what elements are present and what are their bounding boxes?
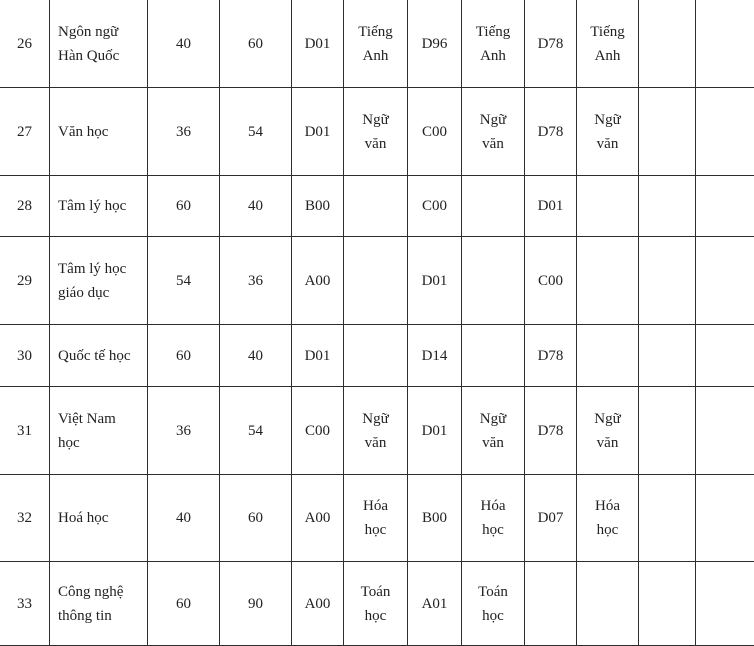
subject-combination-cell-text: A01	[421, 595, 448, 612]
table-row	[0, 88, 754, 176]
main-subject-cell-text: Ngữ văn	[594, 111, 621, 152]
quota-cell-text: 60	[176, 595, 191, 612]
subject-combination-cell-text: D01	[421, 422, 448, 439]
quota-cell-text: 54	[176, 272, 191, 289]
empty-cell	[696, 475, 754, 562]
subject-combination-cell	[292, 0, 344, 88]
main-subject-cell	[577, 88, 639, 176]
quota-cell-text: 90	[248, 595, 263, 612]
subject-combination-cell	[408, 237, 462, 325]
major-name-cell	[50, 387, 148, 475]
main-subject-cell	[577, 237, 639, 325]
main-subject-cell	[344, 88, 408, 176]
main-subject-cell	[462, 237, 525, 325]
main-subject-cell-text: Hóa học	[595, 498, 620, 538]
major-name-cell	[50, 176, 148, 237]
quota-cell-text: 54	[248, 123, 263, 140]
table-row	[0, 237, 754, 325]
quota-cell-text: 40	[248, 347, 263, 364]
subject-combination-cell	[525, 88, 577, 176]
row-number-cell	[0, 0, 50, 88]
quota-cell-text: 60	[248, 35, 263, 52]
subject-combination-cell	[525, 0, 577, 88]
major-name-cell	[50, 562, 148, 646]
subject-combination-cell-text: D78	[537, 422, 564, 439]
row-number-cell	[0, 176, 50, 237]
major-name-cell	[50, 325, 148, 387]
quota-cell	[220, 0, 292, 88]
empty-cell	[696, 237, 754, 325]
subject-combination-cell-text: A00	[304, 595, 331, 612]
subject-combination-cell-text: B00	[304, 198, 330, 214]
quota-cell-text: 36	[248, 272, 263, 289]
table-row	[0, 387, 754, 475]
row-number-cell-text: 26	[17, 35, 32, 52]
quota-cell	[220, 325, 292, 387]
subject-combination-cell-text: D78	[537, 35, 564, 52]
subject-combination-cell-text: D07	[537, 510, 564, 526]
main-subject-cell-text: Hóa học	[480, 498, 506, 538]
subject-combination-cell	[408, 475, 462, 562]
quota-cell	[148, 475, 220, 562]
table-row	[0, 0, 754, 88]
row-number-cell-text: 29	[17, 272, 32, 289]
major-name-cell-text: Công nghệ thông tin	[58, 583, 124, 624]
subject-combination-cell-text: D01	[304, 35, 331, 52]
main-subject-cell	[577, 387, 639, 475]
subject-combination-cell-text: D01	[304, 347, 331, 364]
table-row	[0, 176, 754, 237]
quota-cell	[148, 237, 220, 325]
main-subject-cell	[462, 176, 525, 237]
main-subject-cell-text: Ngữ văn	[479, 111, 507, 152]
subject-combination-cell	[525, 387, 577, 475]
row-number-cell-text: 31	[17, 422, 32, 439]
major-name-cell-text: Văn học	[58, 123, 109, 140]
subject-combination-cell-text: A00	[304, 272, 331, 289]
row-number-cell-text: 30	[17, 347, 32, 364]
main-subject-cell-text: Toán học	[478, 583, 508, 624]
subject-combination-cell	[525, 176, 577, 237]
empty-cell	[639, 0, 696, 88]
table-row	[0, 475, 754, 562]
empty-cell	[639, 475, 696, 562]
subject-combination-cell	[408, 387, 462, 475]
subject-combination-cell	[525, 325, 577, 387]
main-subject-cell	[462, 562, 525, 646]
row-number-cell-text: 33	[17, 595, 32, 612]
subject-combination-cell	[525, 562, 577, 646]
quota-cell	[148, 325, 220, 387]
row-number-cell-text: 32	[17, 510, 32, 526]
subject-combination-cell-text: D96	[421, 35, 448, 52]
table-row	[0, 562, 754, 646]
quota-cell-text: 40	[176, 510, 191, 526]
major-name-cell	[50, 0, 148, 88]
quota-cell	[220, 176, 292, 237]
major-name-cell-text: Việt Nam học	[58, 410, 116, 451]
subject-combination-cell	[408, 0, 462, 88]
main-subject-cell	[577, 562, 639, 646]
empty-cell	[696, 325, 754, 387]
main-subject-cell	[462, 88, 525, 176]
subject-combination-cell-text: B00	[421, 510, 447, 526]
subject-combination-cell-text: C00	[537, 272, 563, 289]
empty-cell	[639, 387, 696, 475]
main-subject-cell	[462, 387, 525, 475]
subject-combination-cell	[292, 325, 344, 387]
main-subject-cell-text: Ngữ văn	[362, 410, 389, 451]
empty-cell	[696, 176, 754, 237]
main-subject-cell-text: Toán học	[360, 583, 391, 624]
subject-combination-cell-text: C00	[304, 422, 330, 439]
quota-cell-text: 54	[248, 422, 263, 439]
empty-cell	[639, 176, 696, 237]
row-number-cell	[0, 88, 50, 176]
quota-cell	[148, 0, 220, 88]
subject-combination-cell-text: D01	[421, 272, 448, 289]
quota-cell-text: 36	[176, 123, 191, 140]
major-name-cell	[50, 237, 148, 325]
empty-cell	[696, 387, 754, 475]
subject-combination-cell	[408, 562, 462, 646]
subject-combination-cell	[292, 475, 344, 562]
main-subject-cell	[344, 325, 408, 387]
quota-cell	[148, 88, 220, 176]
quota-cell-text: 36	[176, 422, 191, 439]
quota-cell-text: 40	[248, 198, 263, 214]
main-subject-cell-text: Tiếng Anh	[358, 23, 393, 64]
quota-cell	[220, 475, 292, 562]
quota-cell-text: 40	[176, 35, 191, 52]
quota-cell-text: 60	[248, 510, 263, 526]
main-subject-cell-text: Ngữ văn	[362, 111, 389, 152]
empty-cell	[639, 88, 696, 176]
subject-combination-cell	[292, 237, 344, 325]
major-name-cell-text: Tâm lý học giáo dục	[58, 260, 127, 301]
quota-cell-text: 60	[176, 347, 191, 364]
quota-cell	[148, 387, 220, 475]
major-name-cell	[50, 475, 148, 562]
subject-combination-cell-text: C00	[421, 198, 447, 214]
empty-cell	[696, 88, 754, 176]
quota-cell	[220, 387, 292, 475]
quota-cell	[148, 562, 220, 646]
major-name-cell-text: Hoá học	[58, 510, 109, 526]
subject-combination-cell	[292, 176, 344, 237]
subject-combination-cell	[292, 387, 344, 475]
main-subject-cell	[577, 475, 639, 562]
row-number-cell	[0, 475, 50, 562]
quota-cell	[220, 237, 292, 325]
main-subject-cell	[344, 475, 408, 562]
subject-combination-cell	[292, 88, 344, 176]
subject-combination-cell	[525, 475, 577, 562]
empty-cell	[696, 562, 754, 646]
quota-cell	[220, 88, 292, 176]
row-number-cell	[0, 237, 50, 325]
subject-combination-cell-text: D14	[421, 347, 448, 364]
empty-cell	[639, 237, 696, 325]
main-subject-cell	[462, 475, 525, 562]
empty-cell	[639, 562, 696, 646]
subject-combination-cell	[408, 325, 462, 387]
main-subject-cell-text: Hóa học	[363, 498, 388, 538]
row-number-cell	[0, 562, 50, 646]
main-subject-cell	[462, 325, 525, 387]
major-name-cell	[50, 88, 148, 176]
row-number-cell-text: 27	[17, 123, 32, 140]
row-number-cell	[0, 325, 50, 387]
subject-combination-cell-text: D78	[537, 347, 564, 364]
subject-combination-cell	[408, 88, 462, 176]
major-name-cell-text: Ngôn ngữ Hàn Quốc	[58, 23, 120, 64]
major-name-cell-text: Quốc tế học	[58, 347, 131, 364]
main-subject-cell	[344, 562, 408, 646]
subject-combination-cell-text: C00	[421, 123, 447, 140]
subject-combination-cell-text: A00	[304, 510, 331, 526]
major-name-cell-text: Tâm lý học	[58, 198, 127, 214]
row-number-cell	[0, 387, 50, 475]
main-subject-cell	[344, 387, 408, 475]
main-subject-cell-text: Tiếng Anh	[590, 23, 625, 64]
quota-cell-text: 60	[176, 198, 191, 214]
subject-combination-cell-text: D01	[304, 123, 331, 140]
main-subject-cell	[344, 237, 408, 325]
subject-combination-cell-text: D01	[537, 198, 564, 214]
main-subject-cell-text: Tiếng Anh	[475, 23, 511, 64]
main-subject-cell	[344, 0, 408, 88]
subject-combination-cell	[292, 562, 344, 646]
subject-combination-cell-text: D78	[537, 123, 564, 140]
quota-cell	[220, 562, 292, 646]
empty-cell	[696, 0, 754, 88]
empty-cell	[639, 325, 696, 387]
main-subject-cell	[577, 176, 639, 237]
quota-cell	[148, 176, 220, 237]
main-subject-cell	[577, 325, 639, 387]
main-subject-cell-text: Ngữ văn	[594, 410, 621, 451]
main-subject-cell	[462, 0, 525, 88]
main-subject-cell	[577, 0, 639, 88]
main-subject-cell-text: Ngữ văn	[479, 410, 507, 451]
subject-combination-cell	[408, 176, 462, 237]
table-row	[0, 325, 754, 387]
row-number-cell-text: 28	[17, 198, 32, 214]
subject-combination-cell	[525, 237, 577, 325]
main-subject-cell	[344, 176, 408, 237]
